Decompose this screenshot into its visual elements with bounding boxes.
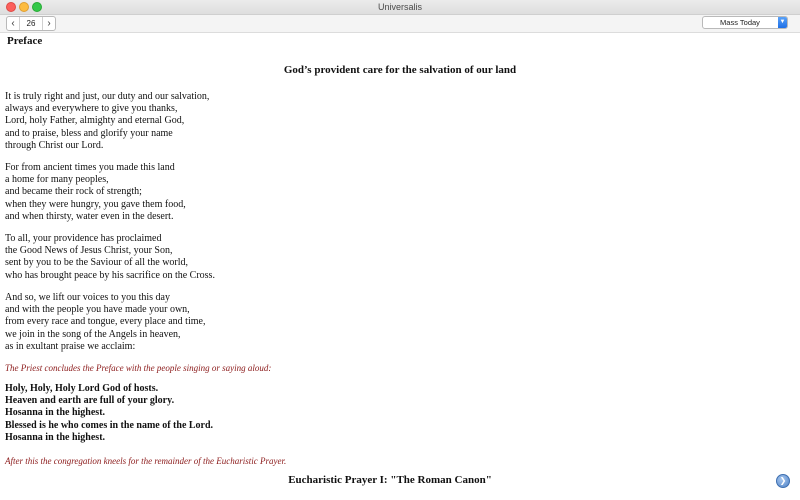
verse-line: and with the people you have made your own,	[5, 304, 190, 316]
window-title: Universalis	[377, 2, 422, 12]
view-select-value: Mass Today	[720, 18, 760, 27]
next-section-title: Eucharistic Prayer I: "The Roman Canon"	[288, 474, 492, 486]
toolbar	[0, 15, 800, 33]
verse-line: from every race and tongue, every place and time,	[5, 316, 206, 328]
chevron-down-icon: ▼	[778, 17, 787, 28]
verse-line: For from ancient times you made this land	[5, 162, 175, 173]
rubric-instruction: The Priest concludes the Preface with the people singing or saying aloud:	[5, 363, 272, 373]
stanza-2	[5, 162, 186, 223]
section-heading: Preface	[7, 35, 43, 47]
next-page-button[interactable]	[43, 17, 55, 30]
verse-line: It is truly right and just, our duty and our salvation,	[5, 91, 210, 102]
acclamation-line: Hosanna in the highest.	[5, 407, 106, 419]
section-subtitle: God’s provident care for the salvation of our land	[283, 64, 517, 76]
acclamation-line: Heaven and earth are full of your glory.	[5, 395, 175, 407]
verse-line: through Christ our Lord.	[5, 139, 104, 151]
acclamation-line: Hosanna in the highest.	[5, 431, 106, 443]
verse-line: who has brought peace by his sacrifice on the Cross.	[5, 269, 215, 281]
verse-line: and to praise, bless and glorify your name	[5, 127, 173, 139]
stanza-4	[5, 292, 205, 353]
verse-line: To all, your providence has proclaimed	[5, 233, 162, 244]
verse-line: And so, we lift our voices to you this day	[5, 292, 170, 303]
sanctus-acclamation	[5, 383, 213, 444]
chevron-left-icon: ‹	[11, 18, 15, 29]
acclamation-line: Blessed is he who comes in the name of the Lord.	[5, 419, 214, 431]
chevron-right-icon: ❯	[779, 476, 787, 485]
page-navigator	[6, 16, 56, 31]
verse-line: the Good News of Jesus Christ, your Son,	[5, 245, 173, 257]
verse-line: and became their rock of strength;	[5, 186, 142, 198]
page-number: 26	[19, 17, 43, 30]
acclamation-line: Holy, Holy, Holy Lord God of hosts.	[5, 383, 159, 394]
verse-line: when they were hungry, you gave them food,	[5, 198, 186, 210]
verse-line: always and everywhere to give you thanks,	[5, 103, 178, 115]
chevron-right-icon: ›	[47, 18, 51, 29]
stanza-3	[5, 233, 215, 282]
verse-line: we join in the song of the Angels in heaven,	[5, 328, 181, 340]
title-bar	[0, 0, 800, 15]
verse-line: a home for many peoples,	[5, 174, 109, 186]
rubric-instruction-kneel: After this the congregation kneels for the remainder of the Eucharistic Prayer.	[5, 456, 287, 466]
verse-line: sent by you to be the Saviour of all the world,	[5, 257, 189, 269]
stanza-1	[5, 91, 209, 152]
verse-line: Lord, holy Father, almighty and eternal God,	[5, 115, 185, 127]
verse-line: as in exultant praise we acclaim:	[5, 340, 136, 352]
verse-line: and when thirsty, water even in the desert.	[5, 210, 174, 222]
previous-page-button[interactable]	[7, 17, 19, 30]
view-select[interactable]	[702, 16, 788, 29]
next-section-button[interactable]	[776, 474, 790, 488]
